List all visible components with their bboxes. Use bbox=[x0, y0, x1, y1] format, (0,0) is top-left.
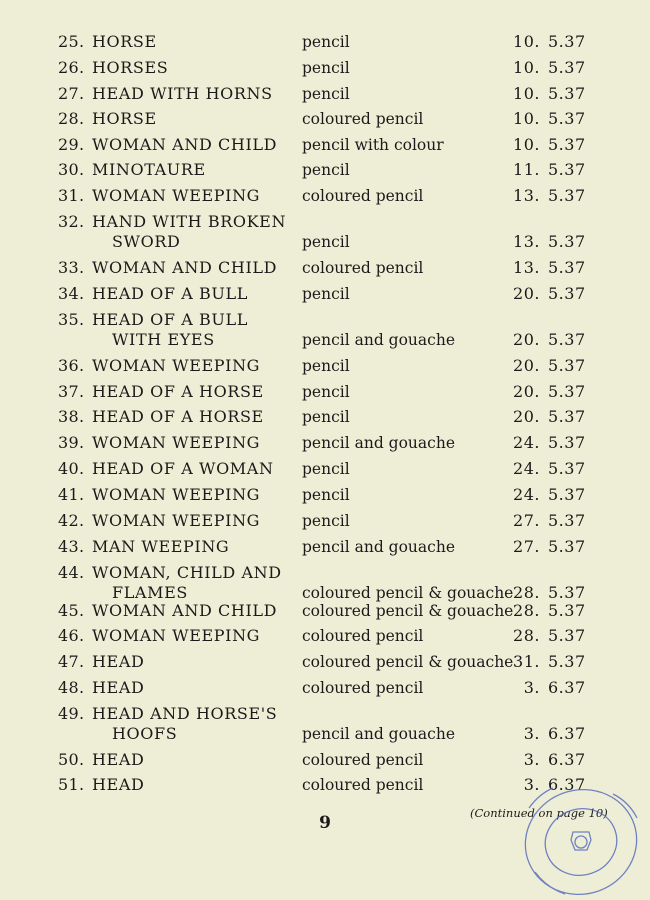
entry-title: WOMAN WEEPING bbox=[92, 485, 261, 504]
entry-day: 3. bbox=[523, 724, 540, 743]
entry-number: 34. bbox=[58, 284, 85, 303]
entry-title: HORSE bbox=[92, 109, 157, 128]
entry-medium: pencil bbox=[302, 383, 350, 401]
entry-title: HEAD bbox=[92, 678, 145, 697]
entry-date: 5.37 bbox=[548, 186, 586, 205]
entry-day: 27. bbox=[513, 537, 540, 556]
entry-medium: pencil bbox=[302, 486, 350, 504]
catalogue-entry bbox=[0, 563, 650, 583]
entry-medium: pencil and gouache bbox=[302, 725, 455, 743]
entry-number: 40. bbox=[58, 459, 85, 478]
catalogue-entry bbox=[0, 626, 650, 646]
library-stamp-icon bbox=[517, 780, 642, 900]
entry-day: 31. bbox=[513, 652, 540, 671]
entry-date: 5.37 bbox=[548, 459, 586, 478]
entry-title: HEAD OF A HORSE bbox=[92, 382, 264, 401]
entry-number: 41. bbox=[58, 485, 85, 504]
entry-day: 24. bbox=[513, 485, 540, 504]
entry-number: 39. bbox=[58, 433, 85, 452]
entry-date: 5.37 bbox=[548, 356, 586, 375]
entry-day: 10. bbox=[513, 135, 540, 154]
entry-number: 44. bbox=[58, 563, 85, 582]
entry-day: 27. bbox=[513, 511, 540, 530]
entry-day: 13. bbox=[513, 258, 540, 277]
catalogue-entry bbox=[0, 537, 650, 557]
catalogue-entry bbox=[0, 382, 650, 402]
entry-medium: pencil bbox=[302, 59, 350, 77]
catalogue-entry bbox=[0, 678, 650, 698]
entry-medium: pencil bbox=[302, 512, 350, 530]
entry-day: 11. bbox=[513, 160, 540, 179]
entry-day: 20. bbox=[513, 382, 540, 401]
entry-medium: pencil bbox=[302, 460, 350, 478]
entry-medium: pencil and gouache bbox=[302, 331, 455, 349]
entry-medium: pencil bbox=[302, 408, 350, 426]
entry-day: 20. bbox=[513, 284, 540, 303]
entry-medium: pencil and gouache bbox=[302, 538, 455, 556]
entry-date: 5.37 bbox=[548, 583, 586, 602]
entry-medium: coloured pencil & gouache bbox=[302, 602, 514, 620]
entry-number: 42. bbox=[58, 511, 85, 530]
entry-medium: coloured pencil bbox=[302, 751, 424, 769]
entry-day: 28. bbox=[513, 626, 540, 645]
entry-title: MINOTAURE bbox=[92, 160, 206, 179]
entry-title: WOMAN WEEPING bbox=[92, 433, 261, 452]
entry-title: WOMAN AND CHILD bbox=[92, 258, 278, 277]
catalogue-entry bbox=[0, 601, 650, 621]
entry-number: 27. bbox=[58, 84, 85, 103]
continued-note: (Continued on page 10) bbox=[470, 806, 608, 820]
catalogue-entry bbox=[0, 652, 650, 672]
entry-title: HEAD bbox=[92, 750, 145, 769]
page-number: 9 bbox=[319, 813, 331, 833]
catalogue-entry bbox=[0, 258, 650, 278]
entry-title: HEAD OF A WOMAN bbox=[92, 459, 274, 478]
entry-date: 5.37 bbox=[548, 330, 586, 349]
entry-day: 20. bbox=[513, 407, 540, 426]
entry-day: 3. bbox=[523, 775, 540, 794]
catalogue-entry bbox=[0, 750, 650, 770]
entry-medium: pencil bbox=[302, 357, 350, 375]
entry-date: 5.37 bbox=[548, 160, 586, 179]
catalogue-entry bbox=[0, 310, 650, 330]
entry-date: 5.37 bbox=[548, 407, 586, 426]
entry-title: WOMAN WEEPING bbox=[92, 511, 261, 530]
entry-date: 5.37 bbox=[548, 109, 586, 128]
entry-day: 20. bbox=[513, 356, 540, 375]
entry-title: HEAD bbox=[92, 775, 145, 794]
entry-medium: pencil bbox=[302, 33, 350, 51]
catalogue-entry bbox=[0, 704, 650, 724]
entry-day: 13. bbox=[513, 186, 540, 205]
entry-title: WOMAN WEEPING bbox=[92, 356, 261, 375]
catalogue-entry-continuation bbox=[0, 583, 650, 603]
entry-medium: pencil bbox=[302, 85, 350, 103]
entry-number: 32. bbox=[58, 212, 85, 231]
entry-medium: coloured pencil bbox=[302, 259, 424, 277]
catalogue-entry bbox=[0, 109, 650, 129]
entry-date: 6.37 bbox=[548, 775, 586, 794]
entry-medium: coloured pencil & gouache bbox=[302, 584, 514, 602]
catalogue-entry-continuation bbox=[0, 724, 650, 744]
entry-medium: coloured pencil bbox=[302, 679, 424, 697]
entry-title: HAND WITH BROKEN bbox=[92, 212, 287, 231]
entry-medium: pencil bbox=[302, 161, 350, 179]
entry-medium: coloured pencil bbox=[302, 627, 424, 645]
entry-day: 10. bbox=[513, 32, 540, 51]
entry-number: 45. bbox=[58, 601, 85, 620]
entry-date: 6.37 bbox=[548, 678, 586, 697]
entry-title: HEAD OF A BULL bbox=[92, 284, 248, 303]
entry-title: WOMAN WEEPING bbox=[92, 626, 261, 645]
catalogue-entry bbox=[0, 212, 650, 232]
catalogue-entry-continuation bbox=[0, 232, 650, 252]
entry-title: HEAD WITH HORNS bbox=[92, 84, 273, 103]
catalogue-entry bbox=[0, 459, 650, 479]
entry-medium: pencil and gouache bbox=[302, 434, 455, 452]
entry-medium: coloured pencil bbox=[302, 776, 424, 794]
entry-title: WOMAN WEEPING bbox=[92, 186, 261, 205]
entry-date: 5.37 bbox=[548, 258, 586, 277]
catalogue-entry bbox=[0, 485, 650, 505]
entry-title: HORSES bbox=[92, 58, 169, 77]
entry-title: HEAD bbox=[92, 652, 145, 671]
catalogue-entry bbox=[0, 433, 650, 453]
entry-number: 25. bbox=[58, 32, 85, 51]
entry-number: 49. bbox=[58, 704, 85, 723]
entry-day: 24. bbox=[513, 433, 540, 452]
entry-number: 38. bbox=[58, 407, 85, 426]
entry-medium: coloured pencil & gouache bbox=[302, 653, 514, 671]
entry-number: 48. bbox=[58, 678, 85, 697]
entry-day: 13. bbox=[513, 232, 540, 251]
entry-number: 50. bbox=[58, 750, 85, 769]
catalogue-entry bbox=[0, 186, 650, 206]
catalogue-entry bbox=[0, 511, 650, 531]
entry-day: 10. bbox=[513, 109, 540, 128]
entry-title: HEAD OF A BULL bbox=[92, 310, 248, 329]
entry-number: 30. bbox=[58, 160, 85, 179]
entry-number: 28. bbox=[58, 109, 85, 128]
entry-day: 10. bbox=[513, 58, 540, 77]
entry-medium: pencil with colour bbox=[302, 136, 444, 154]
entry-date: 5.37 bbox=[548, 485, 586, 504]
entry-date: 5.37 bbox=[548, 232, 586, 251]
entry-day: 28. bbox=[513, 583, 540, 602]
entry-title: MAN WEEPING bbox=[92, 537, 230, 556]
entry-title: WOMAN AND CHILD bbox=[92, 135, 278, 154]
entry-number: 33. bbox=[58, 258, 85, 277]
entry-date: 5.37 bbox=[548, 284, 586, 303]
entry-title: HEAD OF A HORSE bbox=[92, 407, 264, 426]
entry-day: 24. bbox=[513, 459, 540, 478]
entry-date: 5.37 bbox=[548, 601, 586, 620]
catalogue-entry bbox=[0, 58, 650, 78]
entry-date: 5.37 bbox=[548, 58, 586, 77]
entry-number: 46. bbox=[58, 626, 85, 645]
entry-date: 5.37 bbox=[548, 537, 586, 556]
entry-title: HEAD AND HORSE'S bbox=[92, 704, 278, 723]
entry-day: 3. bbox=[523, 750, 540, 769]
entry-medium: coloured pencil bbox=[302, 110, 424, 128]
entry-title: HORSE bbox=[92, 32, 157, 51]
entry-date: 5.37 bbox=[548, 382, 586, 401]
entry-date: 5.37 bbox=[548, 626, 586, 645]
entry-number: 51. bbox=[58, 775, 85, 794]
entry-title-continued: HOOFS bbox=[112, 724, 178, 743]
catalogue-entry bbox=[0, 84, 650, 104]
entry-date: 5.37 bbox=[548, 32, 586, 51]
entry-medium: pencil bbox=[302, 285, 350, 303]
entry-day: 3. bbox=[523, 678, 540, 697]
entry-date: 5.37 bbox=[548, 84, 586, 103]
entry-day: 10. bbox=[513, 84, 540, 103]
entry-title-continued: SWORD bbox=[112, 232, 181, 251]
catalogue-entry bbox=[0, 32, 650, 52]
entry-number: 31. bbox=[58, 186, 85, 205]
entry-number: 37. bbox=[58, 382, 85, 401]
entry-number: 35. bbox=[58, 310, 85, 329]
entry-title-continued: FLAMES bbox=[112, 583, 188, 602]
entry-date: 5.37 bbox=[548, 135, 586, 154]
entry-number: 29. bbox=[58, 135, 85, 154]
entry-number: 47. bbox=[58, 652, 85, 671]
entry-number: 43. bbox=[58, 537, 85, 556]
entry-date: 5.37 bbox=[548, 511, 586, 530]
entry-date: 6.37 bbox=[548, 724, 586, 743]
entry-number: 26. bbox=[58, 58, 85, 77]
entry-date: 6.37 bbox=[548, 750, 586, 769]
catalogue-entry-continuation bbox=[0, 330, 650, 350]
entry-medium: coloured pencil bbox=[302, 187, 424, 205]
catalogue-entry bbox=[0, 356, 650, 376]
entry-day: 28. bbox=[513, 601, 540, 620]
entry-day: 20. bbox=[513, 330, 540, 349]
entry-title: WOMAN AND CHILD bbox=[92, 601, 278, 620]
catalogue-entry bbox=[0, 407, 650, 427]
catalogue-entry bbox=[0, 160, 650, 180]
entry-title-continued: WITH EYES bbox=[112, 330, 215, 349]
entry-medium: pencil bbox=[302, 233, 350, 251]
entry-title: WOMAN, CHILD AND bbox=[92, 563, 282, 582]
catalogue-entry bbox=[0, 135, 650, 155]
entry-number: 36. bbox=[58, 356, 85, 375]
entry-date: 5.37 bbox=[548, 652, 586, 671]
entry-date: 5.37 bbox=[548, 433, 586, 452]
catalogue-entry bbox=[0, 284, 650, 304]
